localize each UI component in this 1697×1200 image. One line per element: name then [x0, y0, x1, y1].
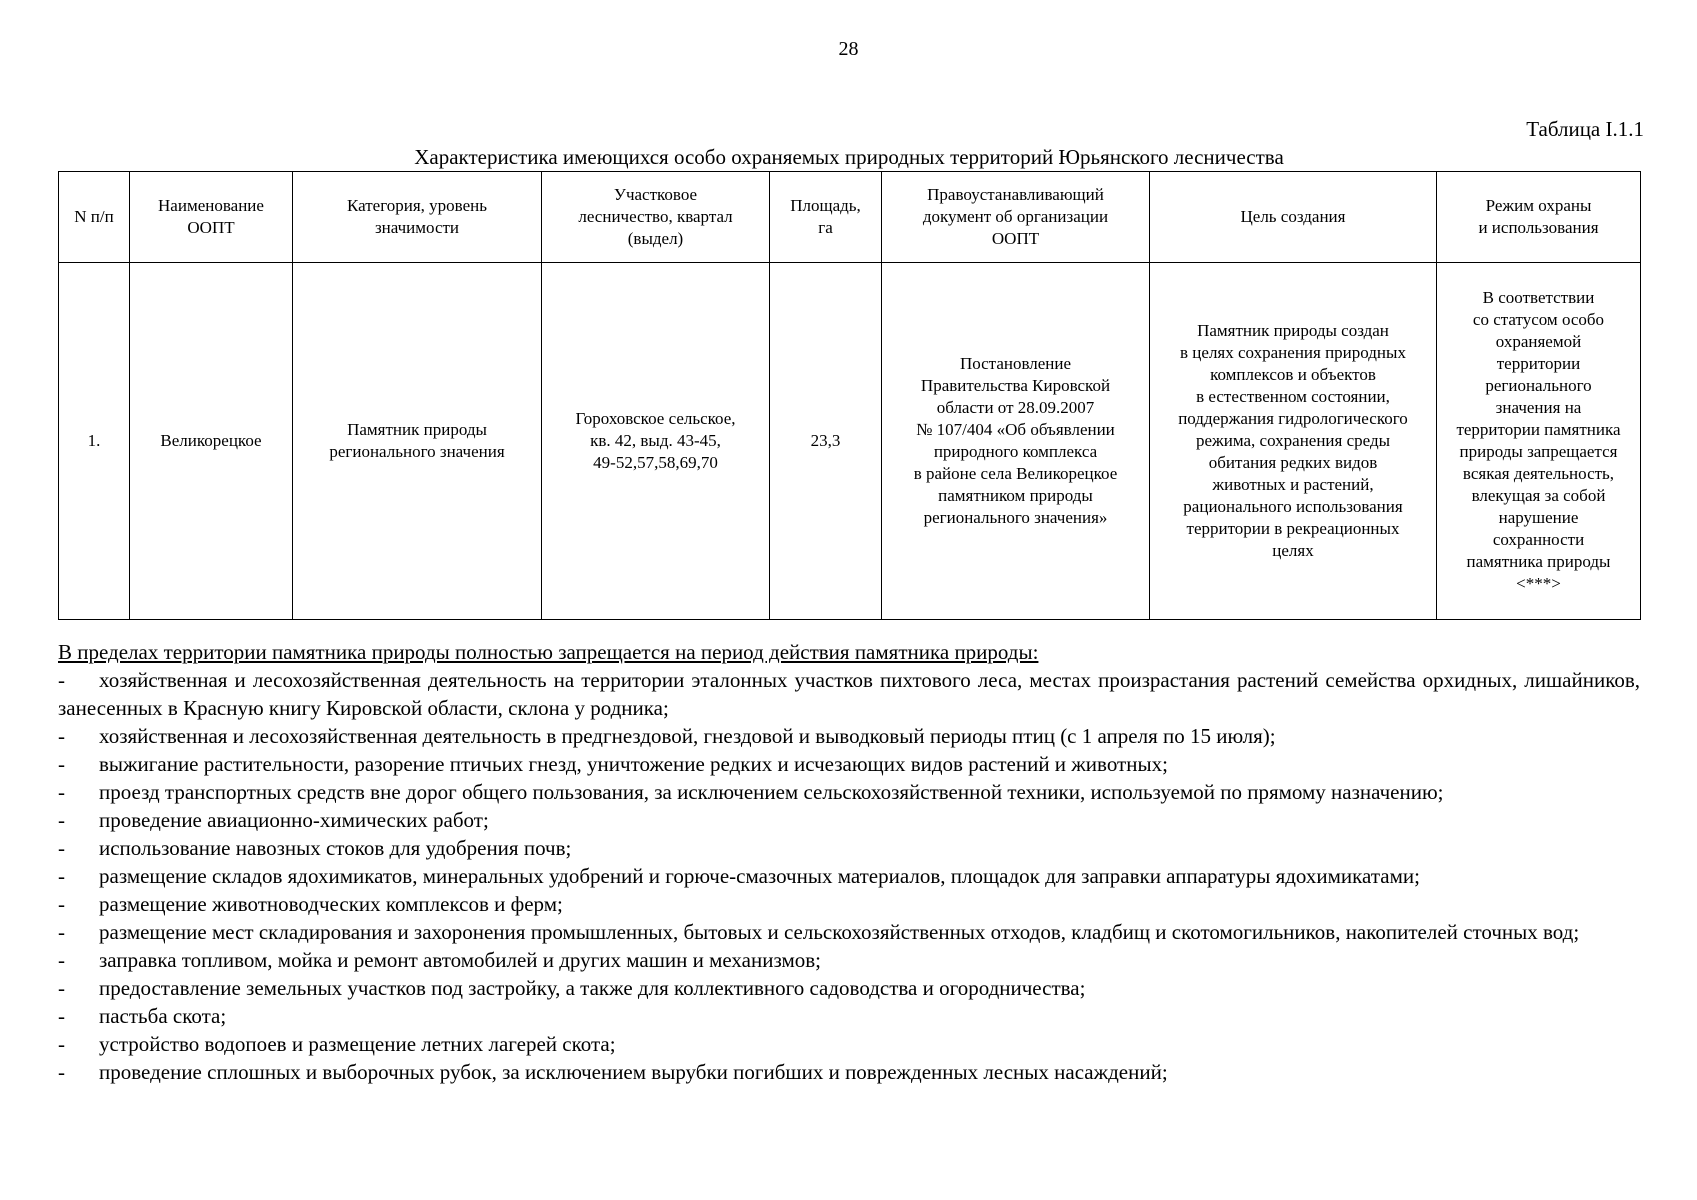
page-number: 28: [838, 38, 859, 60]
list-item: [58, 1058, 1640, 1086]
list-item-text: пастьба скота;: [99, 1004, 227, 1028]
list-dash: -: [58, 864, 65, 888]
list-item: [58, 722, 1640, 750]
list-dash: -: [58, 892, 65, 916]
list-item-text: размещение животноводческих комплексов и ферм;: [99, 892, 563, 916]
oopt-table: [58, 171, 1641, 620]
list-item-text: предоставление земельных участков под застройку, а также для коллективного садоводства и огородничества;: [99, 976, 1086, 1000]
restrictions-section: [58, 638, 1640, 1086]
header-document: Правоустанавливающий документ об организации ООПТ: [882, 172, 1150, 263]
table-row: [59, 263, 1641, 620]
cell-area: 23,3: [770, 263, 882, 620]
header-regime: Режим охраны и использования: [1437, 172, 1641, 263]
list-dash: -: [58, 752, 65, 776]
cell-document: Постановление Правительства Кировской области от 28.09.2007 № 107/404 «Об объявлении природного комплекса в районе села Великорецкое памятником природы регионального значения»: [882, 263, 1150, 620]
list-item: [58, 806, 1640, 834]
cell-regime: В соответствии со статусом особо охраняемой территории регионального значения на территории памятника природы запрещается всякая деятельность, влекущая за собой нарушение сохранности памятника природы <***>: [1437, 263, 1641, 620]
table-label: Таблица I.1.1: [1526, 117, 1644, 141]
list-item-text: размещение складов ядохимикатов, минеральных удобрений и горюче-смазочных материалов, площадок для заправки аппаратуры ядохимикатами;: [99, 864, 1420, 888]
list-dash: -: [58, 976, 65, 1000]
list-item: [58, 1030, 1640, 1058]
header-name: Наименование ООПТ: [130, 172, 293, 263]
list-item-text: хозяйственная и лесохозяйственная деятельность в предгнездовой, гнездовой и выводковый периоды птиц (с 1 апреля по 15 июля);: [99, 724, 1276, 748]
list-dash: -: [58, 780, 65, 804]
table-title: Характеристика имеющихся особо охраняемых природных территорий Юрьянского лесничества: [414, 145, 1284, 169]
list-item-text: размещение мест складирования и захоронения промышленных, бытовых и сельскохозяйственных отходов, кладбищ и скотомогильников, накопителей сточных вод;: [99, 920, 1580, 944]
list-item: [58, 834, 1640, 862]
list-item: [58, 974, 1640, 1002]
cell-name: Великорецкое: [130, 263, 293, 620]
list-dash: -: [58, 836, 65, 860]
list-item: [58, 890, 1640, 918]
list-item-text: устройство водопоев и размещение летних лагерей скота;: [99, 1032, 616, 1056]
list-item: [58, 666, 1640, 722]
list-dash: -: [58, 668, 65, 692]
header-purpose: Цель создания: [1150, 172, 1437, 263]
list-item-text: проведение сплошных и выборочных рубок, за исключением вырубки погибших и поврежденных лесных насаждений;: [99, 1060, 1168, 1084]
list-dash: -: [58, 948, 65, 972]
list-item: [58, 862, 1640, 890]
list-item: [58, 946, 1640, 974]
header-category: Категория, уровень значимости: [293, 172, 542, 263]
restrictions-heading: В пределах территории памятника природы полностью запрещается на период действия памятника природы:: [58, 640, 1039, 664]
list-dash: -: [58, 724, 65, 748]
list-item-text: заправка топливом, мойка и ремонт автомобилей и других машин и механизмов;: [99, 948, 821, 972]
list-item: [58, 918, 1640, 946]
header-number: N п/п: [59, 172, 130, 263]
list-dash: -: [58, 1060, 65, 1084]
header-forestry: Участковое лесничество, квартал (выдел): [542, 172, 770, 263]
header-area: Площадь, га: [770, 172, 882, 263]
cell-category: Памятник природы регионального значения: [293, 263, 542, 620]
list-dash: -: [58, 920, 65, 944]
list-item: [58, 750, 1640, 778]
list-item-text: проведение авиационно-химических работ;: [99, 808, 489, 832]
cell-number: 1.: [59, 263, 130, 620]
list-item-text: использование навозных стоков для удобрения почв;: [99, 836, 572, 860]
table-header-row: [59, 172, 1641, 263]
cell-forestry: Гороховское сельское, кв. 42, выд. 43-45, 49-52,57,58,69,70: [542, 263, 770, 620]
list-dash: -: [58, 808, 65, 832]
list-item-text: хозяйственная и лесохозяйственная деятельность на территории эталонных участков пихтового леса, местах произрастания растений семейства орхидных, лишайников, занесенных в Красную книгу Кировской области, склона у родника;: [58, 668, 1640, 720]
list-dash: -: [58, 1004, 65, 1028]
list-item: [58, 1002, 1640, 1030]
list-item: [58, 778, 1640, 806]
list-item-text: проезд транспортных средств вне дорог общего пользования, за исключением сельскохозяйственной техники, используемой по прямому назначению;: [99, 780, 1444, 804]
cell-purpose: Памятник природы создан в целях сохранения природных комплексов и объектов в естественном состоянии, поддержания гидрологического режима, сохранения среды обитания редких видов животных и растений, рационального использования территории в рекреационных целях: [1150, 263, 1437, 620]
list-dash: -: [58, 1032, 65, 1056]
list-item-text: выжигание растительности, разорение птичьих гнезд, уничтожение редких и исчезающих видов растений и животных;: [99, 752, 1168, 776]
